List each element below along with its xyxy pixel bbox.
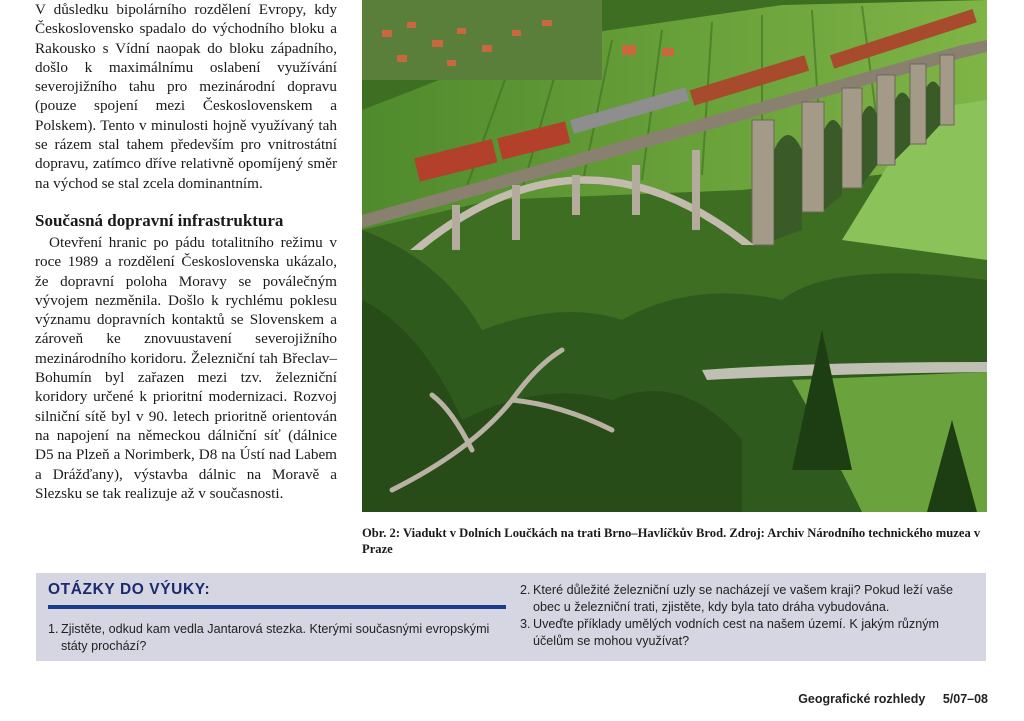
question-item	[520, 582, 980, 616]
questions-right-column	[520, 582, 980, 650]
page-footer	[798, 692, 988, 706]
viaduct-photo	[362, 0, 987, 512]
questions-left-column	[48, 621, 513, 655]
article-column	[35, 0, 337, 503]
question-number: 1.	[48, 622, 59, 636]
questions-title: OTÁZKY DO VÝUKY:	[48, 581, 211, 598]
question-item	[48, 621, 513, 655]
section-heading: Současná dopravní infrastruktura	[35, 210, 284, 230]
issue-number: 5/07–08	[942, 692, 988, 706]
article-paragraph: Otevření hranic po pádu totalitního režimu v roce 1989 a rozdělení Československa ukázalo, že dopravní poloha Moravy se poválečným vývojem nezměnila. Došlo k rychlému poklesu významu dopravních kontaktů se Slovenskem a zároveň ke znovuustavení severojižního mezinárodního koridoru. Železniční tah Břeclav–Bohumín byl zařazen mezi tzv. železniční koridory určené k prioritní modernizaci. Rozvoj silniční sítě byl v 90. letech prioritně orientován na napojení na německou dálniční síť (dálnice D5 na Plzeň a Norimberk, D8 na Ústí nad Labem a Drážďany), výstavba dálnic na Moravě a Slezsku se tak realizuje až v současnosti.	[35, 233, 337, 502]
journal-name: Geografické rozhledy	[798, 692, 926, 706]
question-item	[520, 616, 980, 650]
article-paragraph: V důsledku bipolárního rozdělení Evropy, kdy Československo spadalo do východního bloku a Rakousko s Vídní naopak do bloku západního, došlo k maximálnímu oslabení využívání severojižního tahu pro mezinárodní dopravu (pouze spojení mezi Československem a Polskem). Tento v minulosti hojně využívaný tah se rázem stal tahem především pro vnitrostátní dopravu, zatímco dříve relativně opomíjený směr na východ se stal zcela dominantním.	[35, 1, 337, 192]
question-text: Které důležité železniční uzly se nacházejí ve vašem kraji? Pokud leží vaše obec u železniční trati, zjistěte, kdy byla tato dráha vybudována.	[533, 583, 954, 614]
question-text: Uveďte příklady umělých vodních cest na našem území. K jakým různým účelům se mohou využívat?	[533, 617, 940, 648]
question-text: Zjistěte, odkud kam vedla Jantarová stezka. Kterými současnými evropskými státy prochází?	[61, 622, 490, 653]
questions-box	[36, 573, 986, 661]
question-number: 3.	[520, 617, 531, 631]
question-number: 2.	[520, 583, 531, 597]
questions-rule	[48, 605, 506, 609]
figure-caption: Obr. 2: Viadukt v Dolních Loučkách na trati Brno–Havlíčkův Brod. Zdroj: Archiv Národního technického muzea v Praze	[362, 526, 981, 556]
